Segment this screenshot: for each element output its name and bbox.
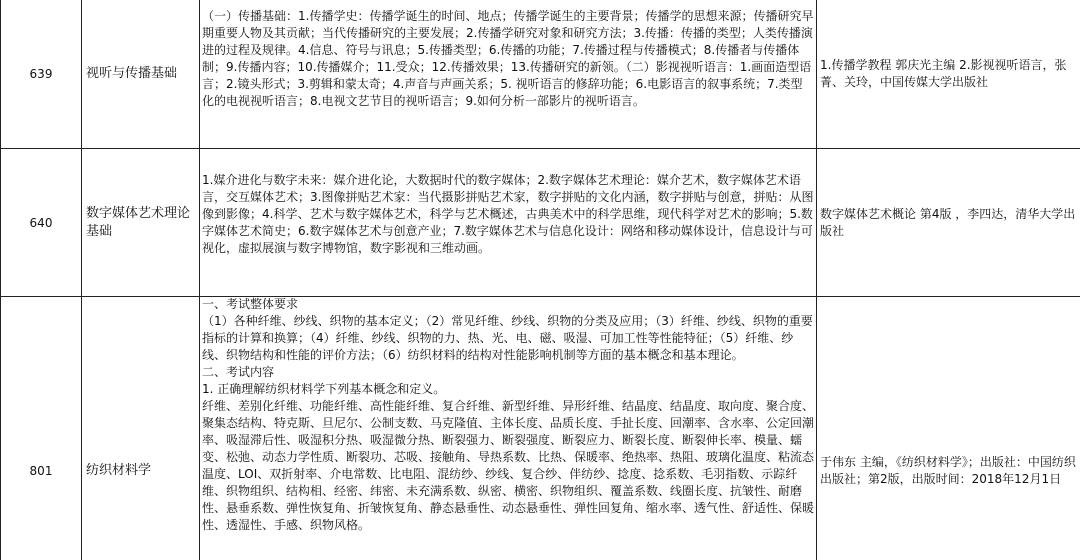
- course-id-cell: [1, 0, 81, 148]
- course-id-cell: [1, 149, 81, 296]
- course-name: 视听与传播基础: [86, 66, 178, 81]
- course-id: 639: [29, 67, 53, 81]
- exam-content: 1.媒介进化与数字未来：媒介进化论，大数据时代的数字媒体；2.数字媒体艺术理论：媒介艺术，数字媒体艺术语言，交互媒体艺术；3.图像拼贴艺术家：当代摄影拼贴艺术家，数字拼贴的文化内涵，数字拼贴与创意，拼贴：从图像到影像；4.科学、艺术与数字媒体艺术，科学与艺术概述，古典美术中的科学思维，现代科学对艺术的影响；5.数字媒体艺术简史；6.数字媒体艺术与创意产业；7.数字媒体艺术与信息化设计：网络和移动媒体设计，信息设计与可视化，虚拟展演与数字博物馆，数字影视和三维动画。: [202, 173, 814, 255]
- reference-cell: [817, 297, 1080, 560]
- reference-cell: [817, 0, 1080, 148]
- course-name: 数字媒体艺术理论基础: [86, 205, 191, 239]
- course-id-cell: [1, 297, 81, 560]
- exam-content: 一、考试整体要求 （1）各种纤维、纱线、织物的基本定义；（2）常见纤维、纱线、织物的分类及应用；（3）纤维、纱线、织物的重要指标的计算和换算；（4）纤维、纱线、织物的力、热、光、电、磁、吸湿、可加工性等性能特征；（5）纤维、纱线、织物结构和性能的评价方法；（6）纺织材料的结构对性能影响机制等方面的基本概念和基本理论。 二、考试内容 1. 正确理解纺织材料学下列基本概念和定义。 纤维、差别化纤维、功能纤维、高性能纤维、复合纤维、新型纤维、异形纤维、结晶度、结晶度、取向度、聚合度、聚集态结构、特克斯、旦尼尔、公制支数、马克隆值、主体长度、品质长度、手扯长度、回潮率、含水率、公定回潮率、吸湿滞后性、吸湿积分热、吸湿微分热、断裂强力、断裂强度、断裂应力、断裂长度、断裂伸长率、模量、蠕变、松弛、动态力学性质、断裂功、芯吸、接触角、导热系数、比热、保暖率、绝热率、热阻、玻璃化温度、粘流态温度、LOI、双折射率、介电常数、比电阻、混纺纱、纱线、复合纱、伴纺纱、捻度、捻系数、毛羽指数、示踪纤维、织物组织、结构相、经密、纬密、未充满系数、纵密、横密、织物组织、覆盖系数、线圈长度、抗皱性、耐磨性、悬垂系数、弹性恢复角、折皱恢复角、静态悬垂性、动态悬垂性、弹性回复角、缩水率、透气性、舒适性、保暖性、透湿性、手感、织物风格。: [202, 297, 815, 532]
- course-name-cell: [82, 0, 199, 148]
- course-name-cell: [82, 297, 199, 560]
- exam-content: （一）传播基础：1.传播学史：传播学诞生的时间、地点；传播学诞生的主要背景；传播学的思想来源；传播研究早期重要人物及其贡献；当代传播研究的主要发展；2.传播学研究对象和研究方法；3.传播：传播的类型；人类传播演进的过程及规律。4.信息、符号与讯息；5.传播类型；6.传播的功能；7.传播过程与传播模式；8.传播者与传播体制；9.传播内容；10.传播媒介；11.受众；12.传播效果；13.传播研究的新领。（二）影视视听语言：1.画面造型语言；2.镜头形式；3.剪辑和蒙太奇；4.声音与声画关系；5. 视听语言的修辞功能；6.电影语言的叙事系统；7.类型化的电视视听语言；8.电视文艺节目的视听语言；9.如何分析一部影片的视听语言。: [202, 9, 814, 108]
- exam-content-cell: [200, 296, 816, 560]
- course-name: 纺织材料学: [86, 463, 152, 478]
- reference-books: 数字媒体艺术概论 第4版 ，李四达，清华大学出版社: [820, 206, 1076, 238]
- exam-content-cell: [200, 172, 816, 296]
- reference-books: 1.传播学教程 郭庆光主编 2.影视视听语言，张菁、关玲，中国传媒大学出版社: [820, 58, 1067, 89]
- course-name-cell: [82, 149, 199, 296]
- course-id: 801: [29, 464, 53, 478]
- exam-content-cell: [200, 8, 816, 148]
- reference-books: 于伟东 主编，《纺织材料学》；出版社：中国纺织出版社；第2版，出版时间：2018年12月1日: [820, 455, 1076, 486]
- reference-cell: [817, 149, 1080, 296]
- course-id: 640: [29, 215, 53, 230]
